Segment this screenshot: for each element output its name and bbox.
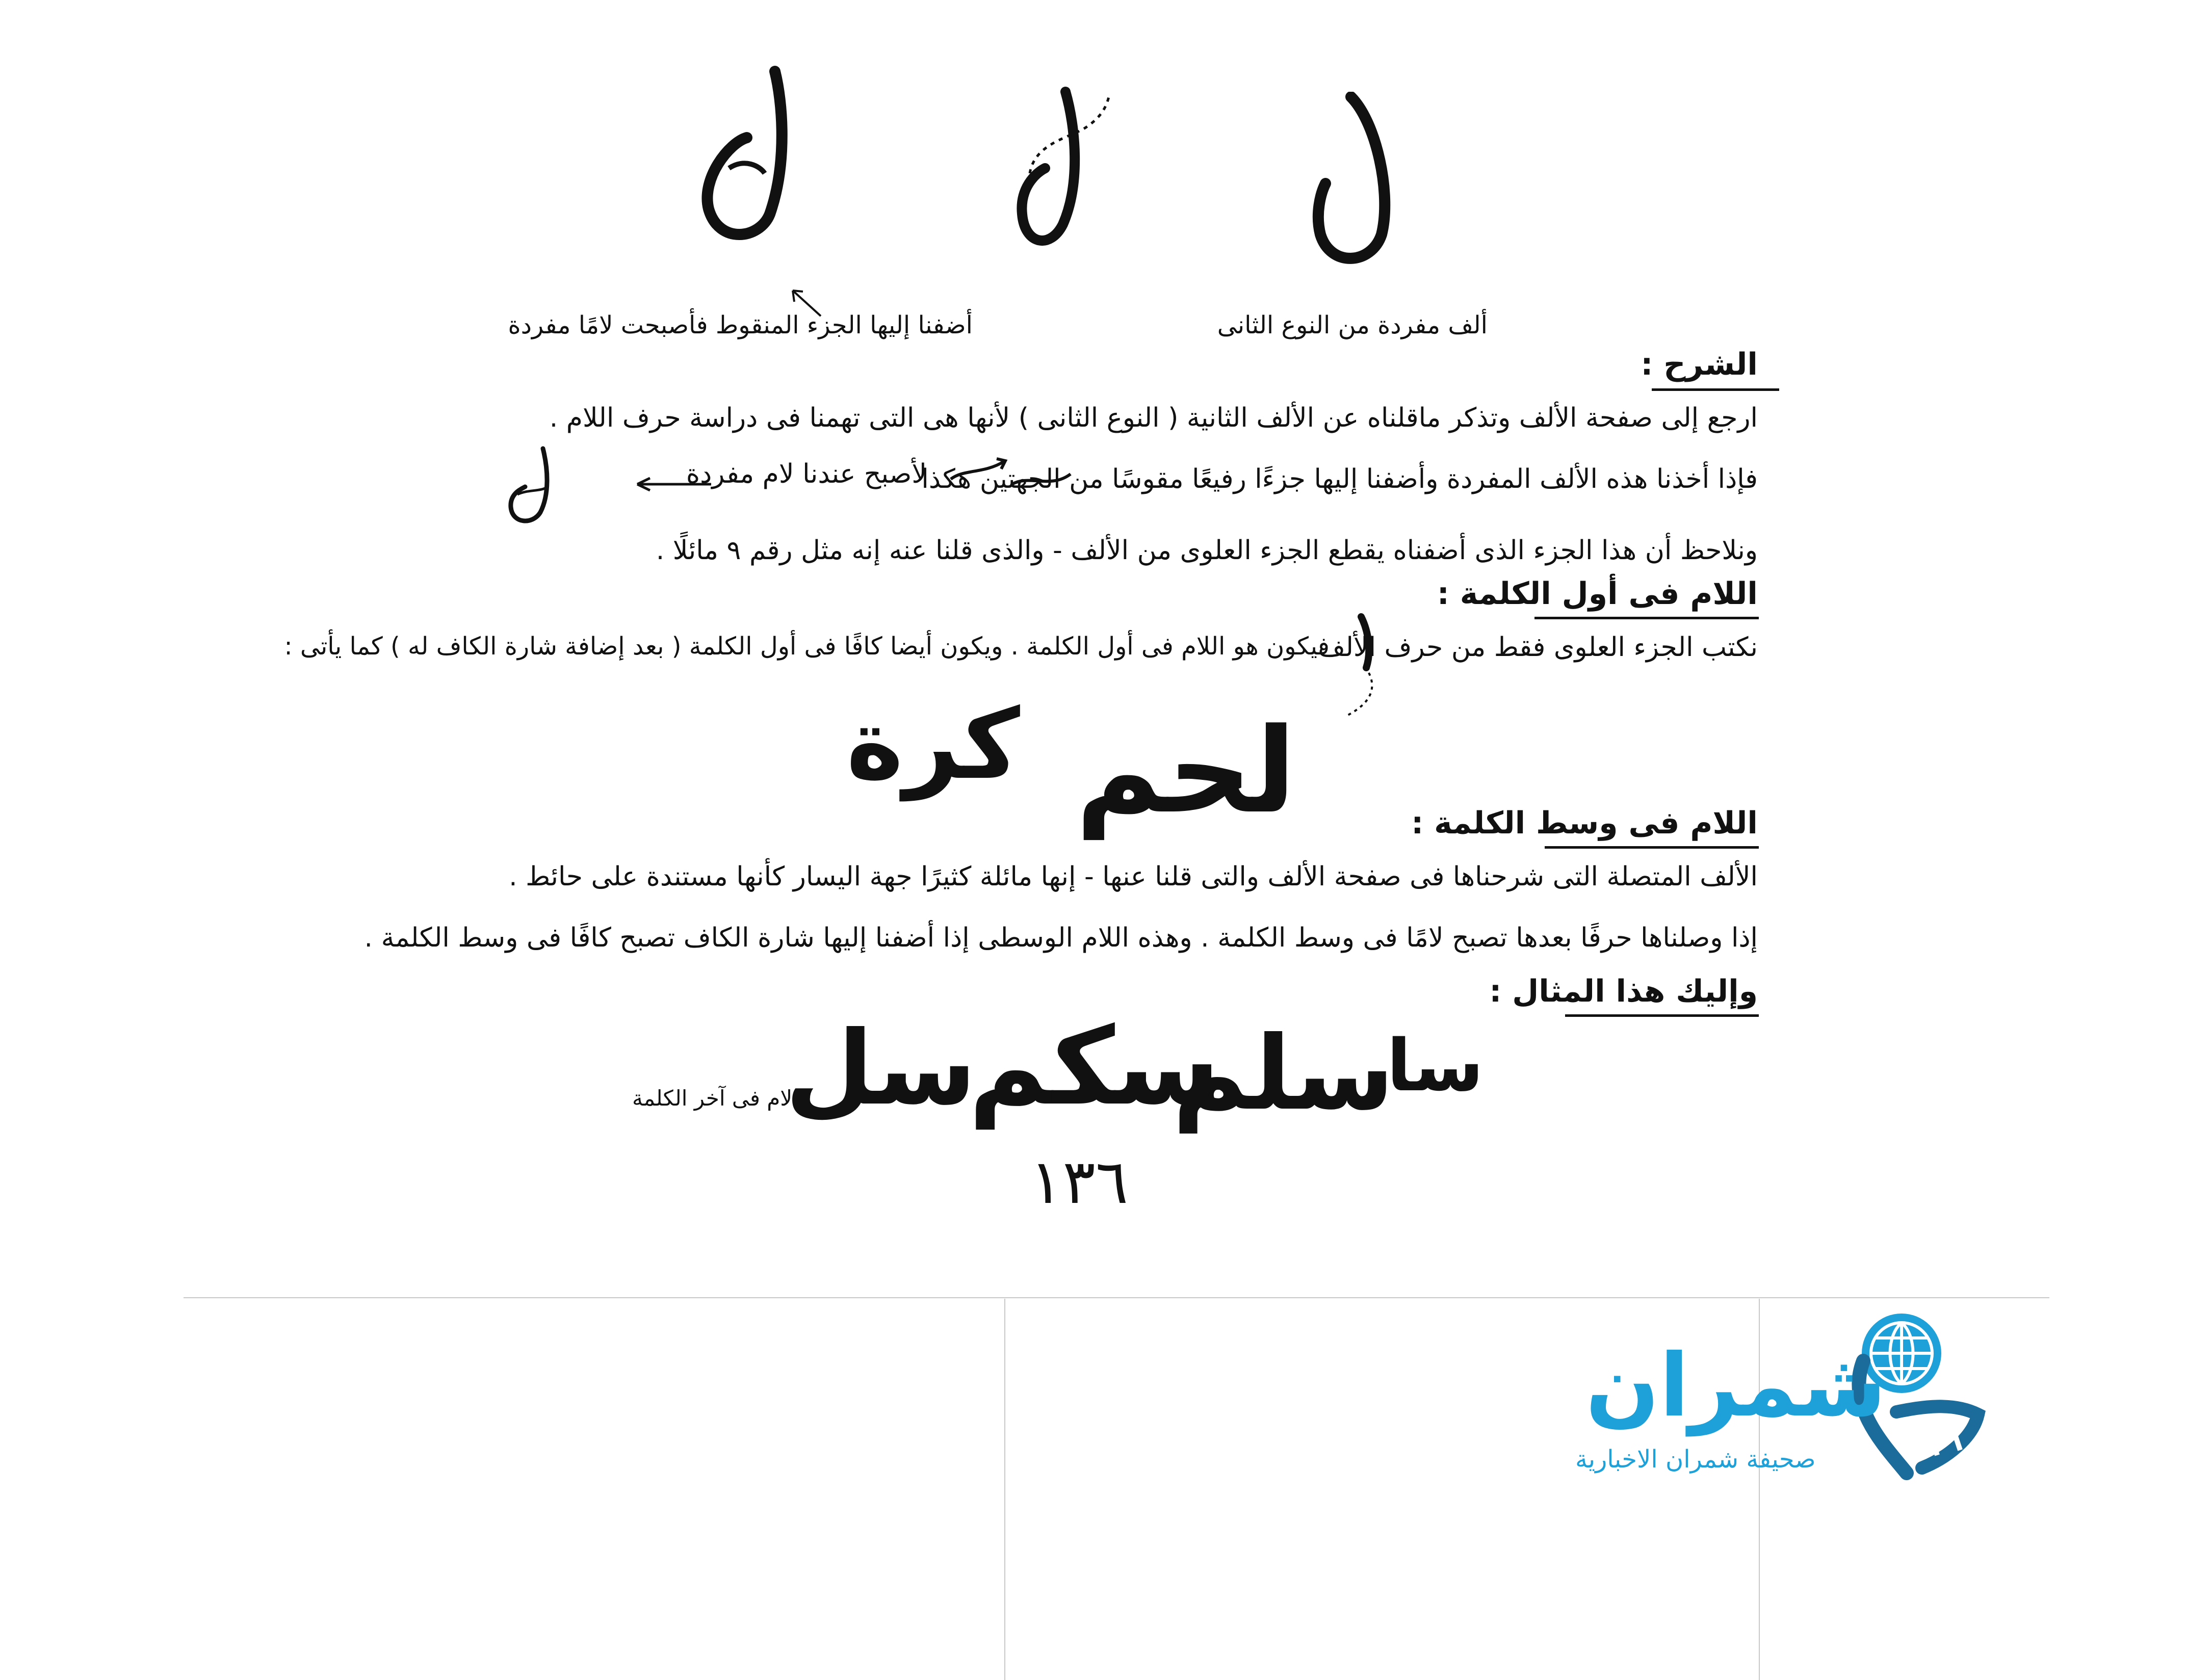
heading-underline bbox=[1565, 1014, 1759, 1017]
curved-stroke-sample-2 bbox=[948, 454, 1009, 489]
paragraph-5: الألف المتصلة التى شرحناها فى صفحة الألف والتى قلنا عنها - إنها مائلة كثيرًا جهة اليسار كأنها مستندة على حائط . bbox=[509, 861, 1758, 892]
example-middle-word-1: سا bbox=[1387, 1025, 1484, 1108]
example-middle-word-2: سلم bbox=[1173, 1014, 1395, 1133]
page-number: ١٣٦ bbox=[1030, 1147, 1129, 1218]
paragraph-2: فإذا أخذنا هذه الألف المفردة وأضفنا إليها جزءًا رفيعًا مقوسًا من الجهتين هكذا bbox=[921, 464, 1758, 494]
lam-dotted-middle bbox=[1014, 82, 1127, 260]
arrow-left-icon bbox=[632, 474, 714, 494]
paragraph-1: ارجع إلى صفحة الألف وتذكر ماقلناه عن الألف الثانية ( النوع الثانى ) لأنها هى التى تهمنا فى دراسة حرف اللام . bbox=[549, 403, 1758, 433]
heading-underline bbox=[1534, 617, 1759, 619]
heading-underline bbox=[1652, 388, 1779, 391]
arrow-up-left-icon bbox=[785, 285, 826, 321]
example-lam-end-word: سل bbox=[785, 1009, 977, 1128]
paragraph-6: إذا وصلناها حرفًا بعدها تصبح لامًا فى وسط الكلمة . وهذه اللام الوسطى إذا أضفنا إليها شارة الكاف تصبح كافًا فى وسط الكلمة . bbox=[364, 923, 1758, 953]
example-start-word-2: كرة bbox=[846, 688, 1020, 801]
heading-underline bbox=[1545, 846, 1759, 849]
example-start-word-1: لحم bbox=[1076, 703, 1296, 839]
lam-calligraphy-left bbox=[698, 61, 811, 250]
divider-vertical bbox=[1004, 1299, 1005, 1680]
paragraph-4-part-b: فيكون هو اللام فى أول الكلمة . ويكون أيضا كافًا فى أول الكلمة ( بعد إضافة شارة الكاف له ) كما يأتى : bbox=[284, 632, 1330, 661]
lam-small-sample bbox=[505, 443, 561, 530]
heading-lam-start: اللام فى أول الكلمة : bbox=[1437, 576, 1758, 612]
logo-name: شمران bbox=[1585, 1335, 1887, 1436]
heading-lam-middle: اللام فى وسط الكلمة : bbox=[1411, 805, 1758, 841]
lam-end-label: لام فى آخر الكلمة bbox=[632, 1086, 793, 1111]
logo-tagline: صحيفة شمران الاخبارية bbox=[1575, 1445, 1816, 1474]
paragraph-4-part-a: نكتب الجزء العلوى فقط من حرف الألف bbox=[1318, 632, 1758, 663]
heading-example: وإليك هذا المثال : bbox=[1489, 974, 1758, 1009]
curved-stroke-sample-1 bbox=[1009, 464, 1076, 494]
heading-explanation: الشرح : bbox=[1641, 347, 1758, 382]
alif-upper-part-sample bbox=[1341, 612, 1387, 724]
alif-type2-right bbox=[1310, 92, 1422, 270]
paragraph-2-result: لأصبح عندنا لام مفردة bbox=[686, 459, 927, 489]
divider-horizontal bbox=[184, 1297, 2049, 1298]
caption-alif-type2: ألف مفردة من النوع الثانى bbox=[1217, 311, 1488, 339]
caption-added-dotted: أضفنا إليها الجزء المنقوط فأصبحت لامًا مفردة bbox=[508, 311, 973, 339]
paragraph-3: ونلاحظ أن هذا الجزء الذى أضفناه يقطع الجزء العلوى من الألف - والذى قلنا عنه إنه مثل رقم ٩ مائلًا . bbox=[656, 535, 1758, 566]
example-middle-word-3: سكم bbox=[969, 1004, 1220, 1129]
